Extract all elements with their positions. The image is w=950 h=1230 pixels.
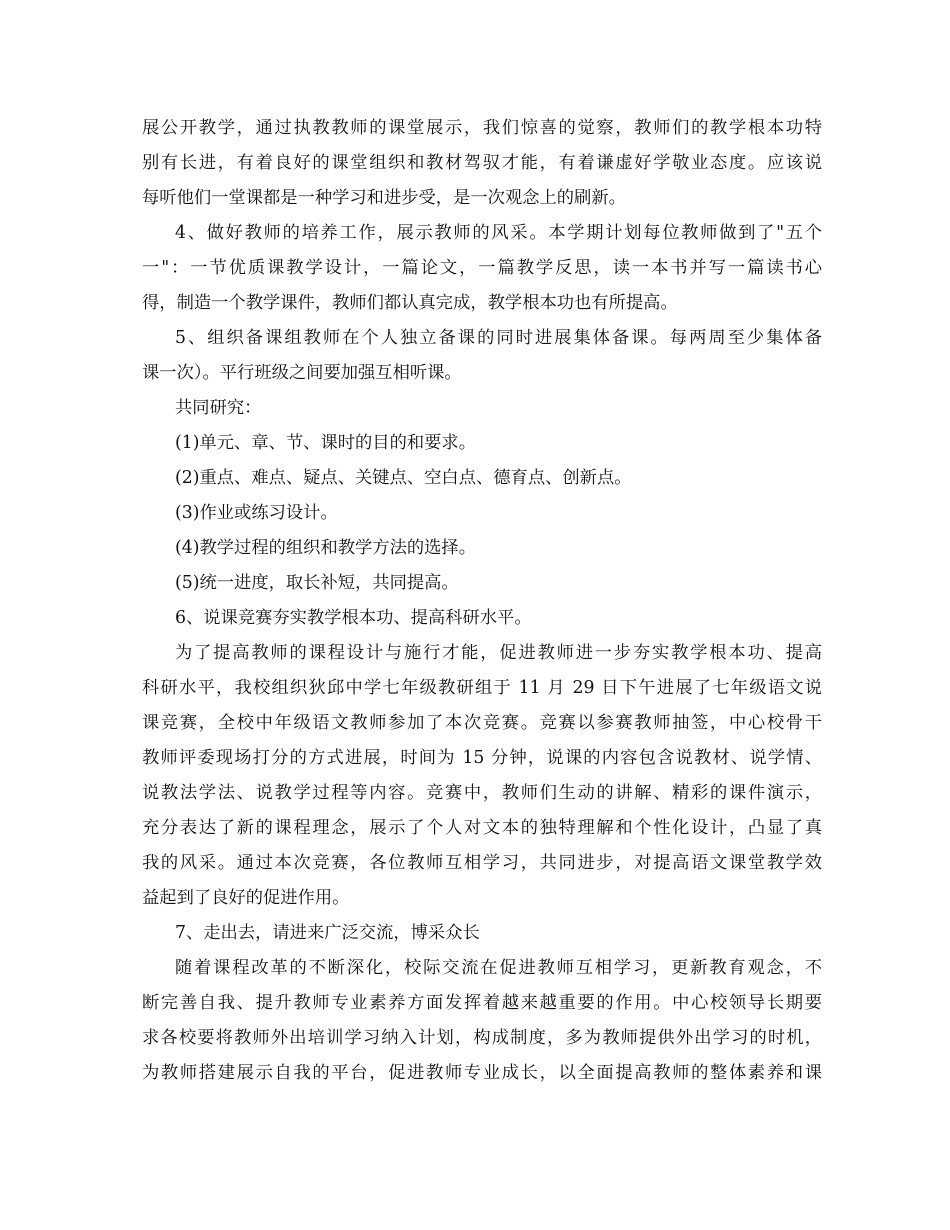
text-line: 一"：一节优质课教学设计，一篇论文，一篇教学反思，读一本书并写一篇读书心 xyxy=(142,258,822,278)
text-line: 4、做好教师的培养工作，展示教师的风采。本学期计划每位教师做到了"五个 xyxy=(175,223,822,243)
text-line: 共同研究： xyxy=(175,398,262,418)
text-line: 为了提高教师的课程设计与施行才能，促进教师进一步夯实教学根本功、提高 xyxy=(175,643,822,663)
text-line: 5、组织备课组教师在个人独立备课的同时进展集体备课。每两周至少集体备 xyxy=(175,328,822,348)
text-line: 为教师搭建展示自我的平台，促进教师专业成长，以全面提高教师的整体素养和课 xyxy=(142,1063,822,1083)
text-line: 展公开教学，通过执教教师的课堂展示，我们惊喜的觉察，教师们的教学根本功特 xyxy=(142,118,822,138)
text-line: 断完善自我、提升教师专业素养方面发挥着越来越重要的作用。中心校领导长期要 xyxy=(142,993,822,1013)
text-line: 别有长进，有着良好的课堂组织和教材驾驭才能，有着谦虚好学敬业态度。应该说 xyxy=(142,153,822,173)
text-line: 6、说课竞赛夯实教学根本功、提高科研水平。 xyxy=(175,608,532,628)
text-line: 充分表达了新的课程理念，展示了个人对文本的独特理解和个性化设计，凸显了真 xyxy=(142,818,822,838)
list-item: (2)重点、难点、疑点、关键点、空白点、德育点、创新点。 xyxy=(175,468,632,488)
text-line: 我的风采。通过本次竞赛，各位教师互相学习，共同进步，对提高语文课堂教学效 xyxy=(142,853,822,873)
text-line: 教师评委现场打分的方式进展，时间为 15 分钟，说课的内容包含说教材、说学情、 xyxy=(142,748,822,768)
list-item: (5)统一进度，取长补短，共同提高。 xyxy=(175,573,459,593)
list-item: (1)单元、章、节、课时的目的和要求。 xyxy=(175,433,476,453)
text-line: 说教法学法、说教学过程等内容。竞赛中，教师们生动的讲解、精彩的课件演示， xyxy=(142,783,822,803)
text-line: 求各校要将教师外出培训学习纳入计划，构成制度，多为教师提供外出学习的时机， xyxy=(142,1028,822,1048)
text-line: 科研水平，我校组织狄邱中学七年级教研组于 11 月 29 日下午进展了七年级语文说 xyxy=(142,678,822,698)
text-line: 课竞赛，全校中年级语文教师参加了本次竞赛。竞赛以参赛教师抽签，中心校骨干 xyxy=(142,713,822,733)
text-line: 随着课程改革的不断深化，校际交流在促进教师互相学习，更新教育观念，不 xyxy=(175,958,822,978)
text-line: 得，制造一个教学课件，教师们都认真完成，教学根本功也有所提高。 xyxy=(142,293,678,313)
text-line: 课一次）。平行班级之间要加强互相听课。 xyxy=(142,363,462,383)
text-line: 每听他们一堂课都是一种学习和进步受，是一次观念上的刷新。 xyxy=(142,188,626,208)
text-line: 7、走出去，请进来广泛交流，博采众长 xyxy=(175,923,480,943)
list-item: (3)作业或练习设计。 xyxy=(175,503,338,523)
list-item: (4)教学过程的组织和教学方法的选择。 xyxy=(175,538,476,558)
text-line: 益起到了良好的促进作用。 xyxy=(142,888,350,908)
